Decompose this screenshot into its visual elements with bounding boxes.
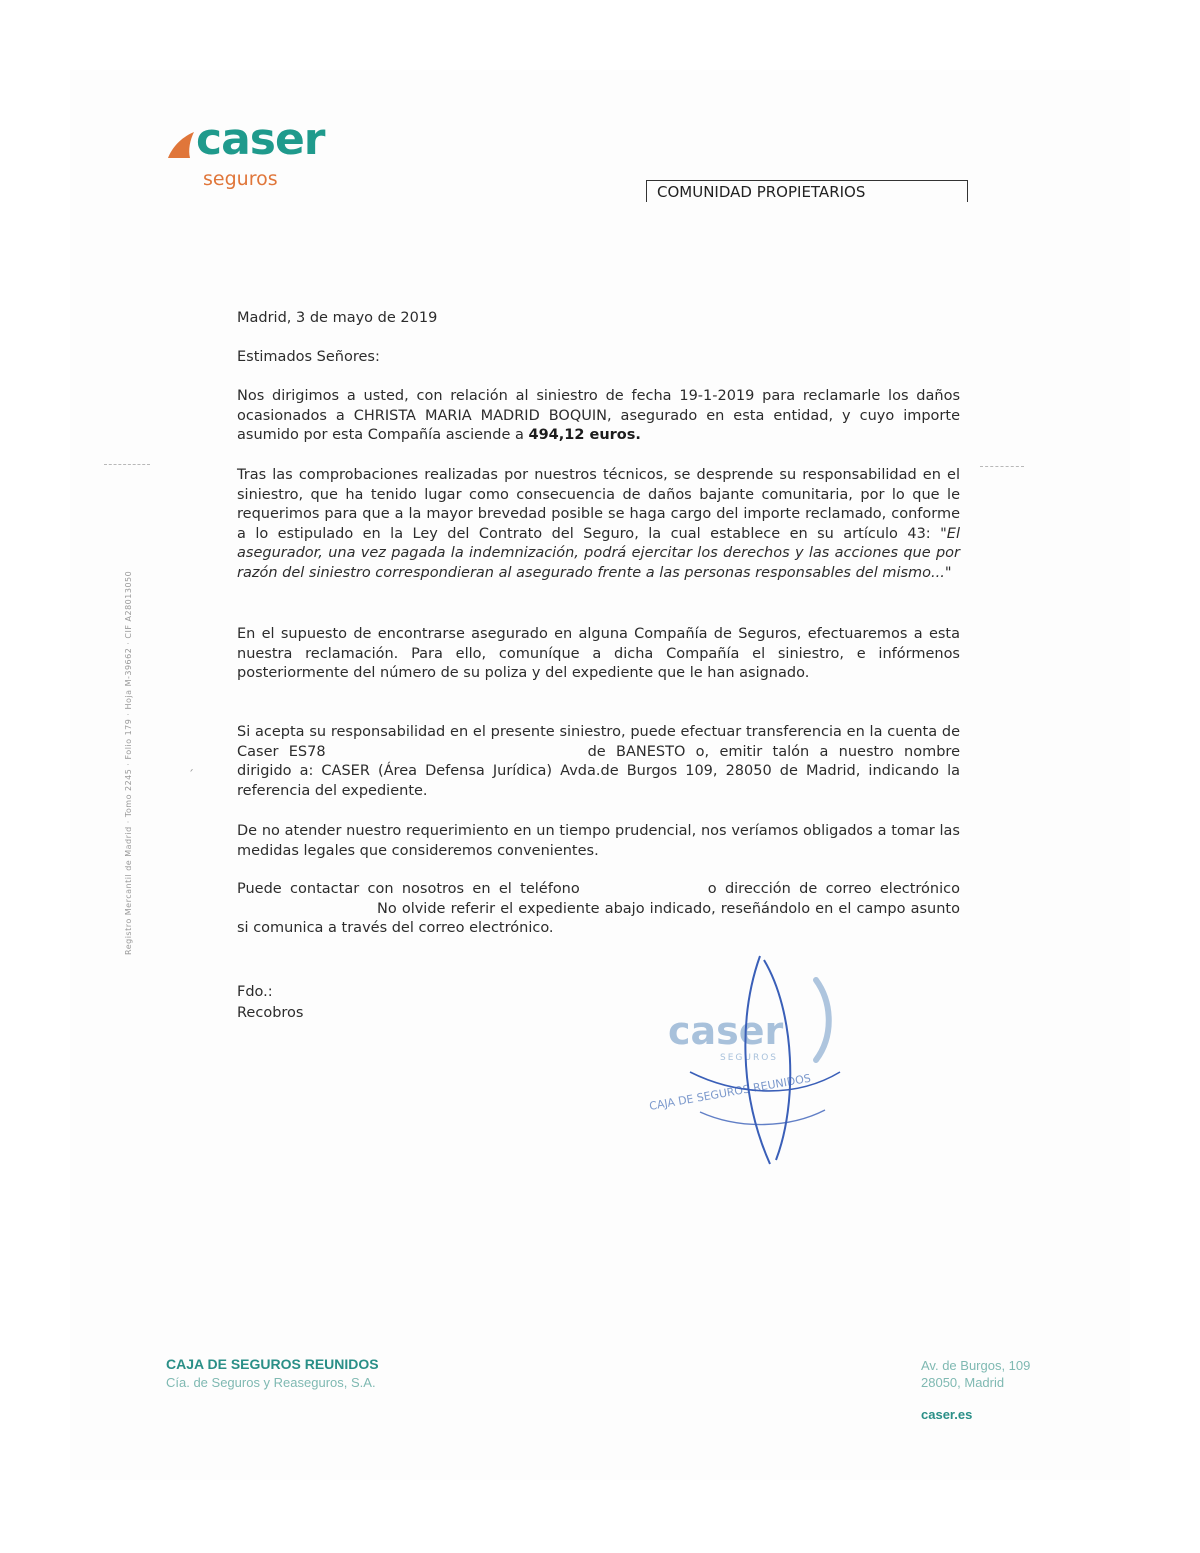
paragraph-responsibility [237, 466, 960, 583]
letter-date: Madrid, 3 de mayo de 2019 [237, 310, 438, 326]
article-quote: El asegurador, una vez pagada la indemnización, podrá ejercitar los derechos y las acciones que por razón del siniestro correspondieran al asegurado frente a las personas responsables del mismo... [237, 525, 960, 581]
caser-wing-icon [166, 130, 196, 160]
logo-tagline: seguros [203, 168, 278, 190]
responsibility-text: Tras las comprobaciones realizadas por nuestros técnicos, se desprende su responsabilidad en el siniestro, que ha tenido lugar como consecuencia de daños bajante comunitaria, por lo que le requerimos para que a la mayor brevedad posible se haga cargo del importe reclamado, conforme a lo estipulado en la [237, 467, 960, 542]
letter-greeting: Estimados Señores: [237, 349, 380, 365]
claim-amount: 494,12 euros. [528, 427, 641, 443]
scan-mark: ´ [188, 768, 194, 782]
company-stamp [620, 952, 870, 1167]
contact-instructions: No olvide referir el expediente abajo indicado, reseñándolo en el campo asunto si comunica a través del correo electrónico. [237, 900, 960, 936]
contact-email-text: o dirección de correo electrónico [707, 881, 960, 897]
footer-address-line2: 28050, Madrid [921, 1375, 1005, 1390]
paragraph-claim [237, 387, 960, 446]
paragraph-payment [237, 723, 960, 801]
law-reference: Ley del Contrato del Seguro [412, 525, 635, 542]
paragraph-warning: De no atender nuestro requerimiento en un tiempo prudencial, nos veríamos obligados a tomar las medidas legales que consideremos convenientes. [237, 823, 960, 859]
stamp-sub-text: SEGUROS [720, 1053, 779, 1063]
footer-address-line1: Av. de Burgos, 109 [921, 1358, 1031, 1373]
registry-side-text: Registro Mercantil de Madrid · Tomo 2245 · Folio 179 · Hoja M-39662 · CIF A28013050 [124, 570, 133, 955]
footer-company-name: CAJA DE SEGUROS REUNIDOS [166, 1356, 379, 1372]
quote-close: " [944, 564, 952, 581]
paragraph-contact [237, 880, 960, 939]
paragraph-insurer: En el supuesto de encontrarse asegurado en alguna Compañía de Seguros, efectuaremos a esta nuestra reclamación. Para ello, comuníque a dicha Compañía el siniestro, e infórmenos posteriormente del número de su poliza y del expediente que le han asignado. [237, 626, 960, 681]
addressee-box: COMUNIDAD PROPIETARIOS [646, 180, 968, 202]
scan-line-left [104, 464, 150, 465]
signature-name: Recobros [237, 1005, 304, 1021]
logo-wordmark: caser [196, 114, 325, 165]
article-intro: , la cual establece en su artículo 43: " [634, 525, 947, 542]
stamp-ring-text: CAJA DE SEGUROS REUNIDOS [648, 1071, 812, 1113]
footer-company-sub: Cía. de Seguros y Reaseguros, S.A. [166, 1375, 376, 1390]
payment-text-cont: de BANESTO o, emitir talón a nuestro nombre dirigido a: CASER (Área Defensa Jurídica) Avda.de Burgos 109, 28050 de Madrid, indicando la referencia del expediente. [237, 743, 960, 799]
footer-address [921, 1357, 1030, 1422]
stamp-logo-text: caser [668, 1009, 784, 1053]
footer-company [166, 1356, 379, 1390]
claim-text: Nos dirigimos a usted, con relación al siniestro de fecha 19-1-2019 para reclamarle los daños ocasionados a CHRISTA MARIA MADRID BOQUIN, asegurado en esta entidad, y cuyo importe asumido por esta Compañía asciende a [237, 388, 960, 443]
scan-line-right [980, 466, 1024, 467]
signature-label: Fdo.: [237, 984, 273, 1000]
footer-website: caser.es [921, 1407, 973, 1422]
payment-text: Si acepta su responsabilidad en el presente siniestro, puede efectuar transferencia en la cuenta de Caser ES78 [237, 724, 960, 760]
contact-phone-text: Puede contactar con nosotros en el teléfono [237, 881, 580, 897]
